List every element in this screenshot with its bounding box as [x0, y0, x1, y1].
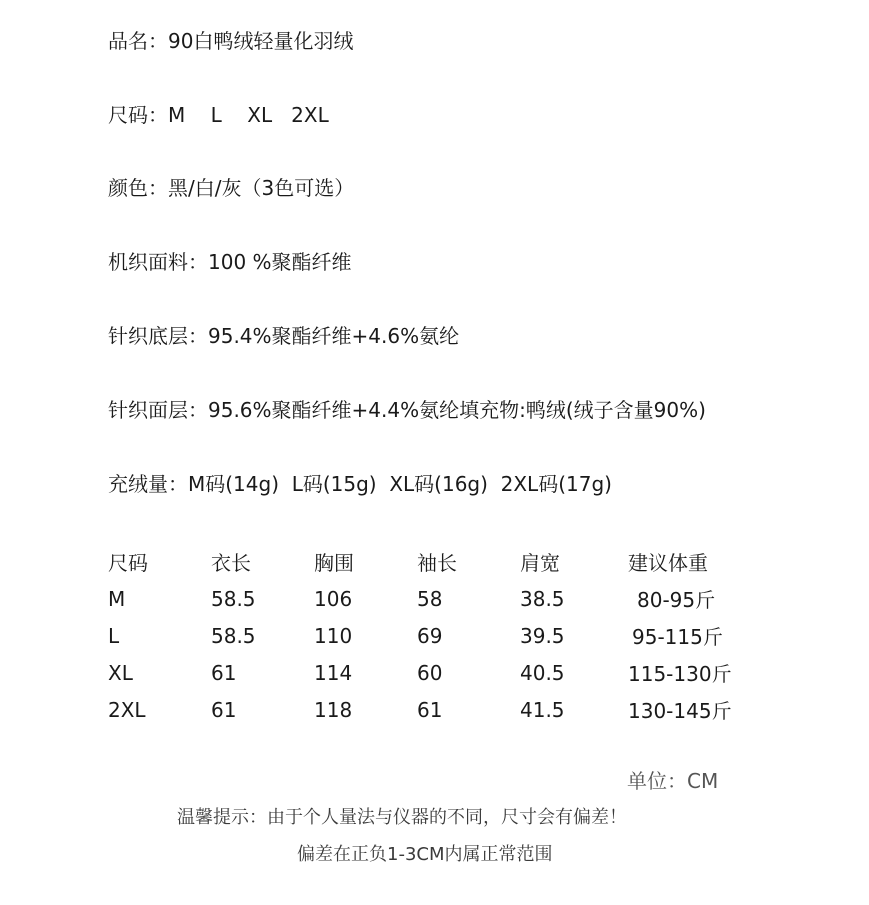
cell-chest: 106 [314, 586, 353, 611]
cell-size: L [108, 623, 120, 648]
header-size: 尺码 [108, 551, 148, 575]
warm-tip-note: 温馨提示：由于个人量法与仪器的不同，尺寸会有偏差！ [177, 807, 627, 828]
tolerance-note: 偏差在正负1-3CM内属正常范围 [297, 844, 553, 865]
spec-product-name [108, 27, 353, 55]
spec-label: 机织面料： [108, 250, 208, 274]
cell-shoulder: 38.5 [520, 586, 565, 611]
spec-value: M L XL 2XL [168, 103, 329, 127]
table-row [108, 617, 757, 654]
spec-fill-amount [108, 470, 612, 498]
spec-label: 尺码： [108, 103, 168, 127]
cell-chest: 114 [314, 660, 353, 685]
header-length: 衣长 [211, 551, 251, 575]
cell-length: 61 [211, 660, 237, 685]
cell-weight: 130-145斤 [628, 699, 732, 723]
spec-sizes [108, 101, 329, 129]
cell-length: 58.5 [211, 586, 256, 611]
cell-sleeve: 69 [417, 623, 443, 648]
spec-value: M码(14g) L码(15g) XL码(16g) 2XL码(17g) [188, 472, 612, 496]
spec-value: 100 %聚酯纤维 [208, 250, 352, 274]
cell-size: M [108, 586, 126, 611]
header-chest: 胸围 [314, 551, 354, 575]
cell-sleeve: 58 [417, 586, 443, 611]
cell-size: XL [108, 660, 133, 685]
cell-length: 61 [211, 697, 237, 722]
cell-weight: 115-130斤 [628, 662, 732, 686]
unit-label: 单位：CM [627, 769, 719, 793]
cell-length: 58.5 [211, 623, 256, 648]
header-weight: 建议体重 [628, 551, 708, 575]
cell-weight: 80-95斤 [637, 588, 716, 612]
cell-sleeve: 60 [417, 660, 443, 685]
cell-chest: 110 [314, 623, 353, 648]
table-row [108, 580, 757, 617]
spec-value: 95.6%聚酯纤维+4.4%氨纶填充物:鸭绒(绒子含量90%) [208, 398, 706, 422]
table-row [108, 691, 757, 728]
spec-label: 颜色： [108, 176, 168, 200]
cell-weight: 95-115斤 [632, 625, 723, 649]
spec-knit-face [108, 396, 706, 424]
header-shoulder: 肩宽 [520, 551, 560, 575]
cell-chest: 118 [314, 697, 353, 722]
cell-shoulder: 40.5 [520, 660, 565, 685]
spec-knit-bottom [108, 322, 459, 350]
size-chart-table [108, 543, 757, 728]
spec-value: 95.4%聚酯纤维+4.6%氨纶 [208, 324, 460, 348]
cell-size: 2XL [108, 697, 146, 722]
spec-value: 黑/白/灰（3色可选） [168, 176, 355, 200]
spec-colors [108, 174, 354, 202]
spec-label: 充绒量： [108, 472, 188, 496]
spec-label: 针织面层： [108, 398, 208, 422]
header-sleeve: 袖长 [417, 551, 457, 575]
spec-woven-fabric [108, 248, 352, 276]
spec-value: 90白鸭绒轻量化羽绒 [168, 29, 354, 53]
spec-label: 品名： [108, 29, 168, 53]
cell-shoulder: 41.5 [520, 697, 565, 722]
table-row [108, 654, 757, 691]
size-chart-header-row [108, 543, 757, 580]
spec-label: 针织底层： [108, 324, 208, 348]
cell-sleeve: 61 [417, 697, 443, 722]
cell-shoulder: 39.5 [520, 623, 565, 648]
